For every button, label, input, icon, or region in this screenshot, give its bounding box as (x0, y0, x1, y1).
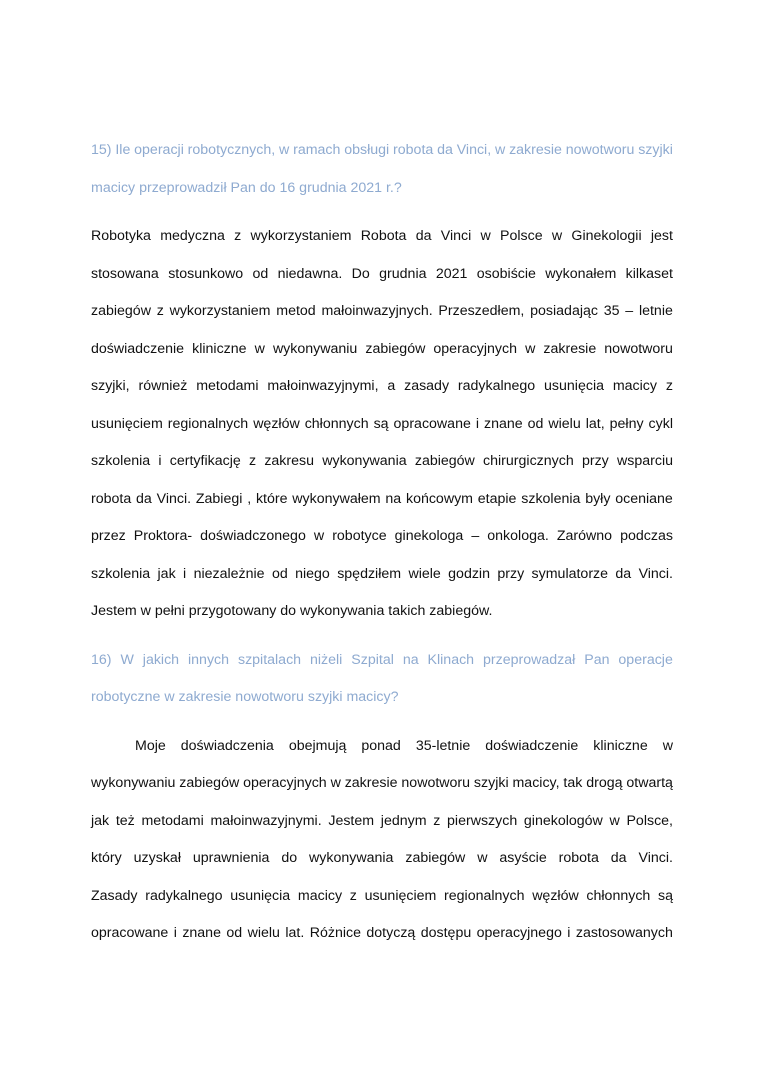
question-15 (91, 132, 673, 207)
question-15-line: macicy przeprowadził Pan do 16 grudnia 2021 r.? (91, 179, 402, 196)
question-16-line: robotyczne w zakresie nowotworu szyjki macicy? (91, 689, 399, 705)
answer-16 (91, 728, 673, 953)
answer-16-line: który uzyskał uprawnienia do wykonywania zabiegów w asyście robota da Vinci. (91, 850, 673, 866)
question-15-line: 15) Ile operacji robotycznych, w ramach obsługi robota da Vinci, w zakresie nowotworu szyjki (91, 142, 673, 158)
answer-15-line: szyjki, również metodami małoinwazyjnymi, a zasady radykalnego usunięcia macicy z (91, 378, 673, 394)
answer-16-line: opracowane i znane od wielu lat. Różnice dotyczą dostępu operacyjnego i zastosowanych (91, 925, 673, 941)
answer-15-line: zabiegów z wykorzystaniem metod małoinwazyjnych. Przeszedłem, posiadając 35 – letnie (91, 303, 673, 319)
answer-16-line: wykonywaniu zabiegów operacyjnych w zakresie nowotworu szyjki macicy, tak drogą otwartą (91, 775, 673, 791)
document-page (91, 132, 673, 953)
answer-15-line: Jestem w pełni przygotowany do wykonywania takich zabiegów. (91, 603, 493, 619)
answer-16-line: Zasady radykalnego usunięcia macicy z usunięciem regionalnych węzłów chłonnych są (91, 887, 673, 904)
answer-15-line: stosowana stosunkowo od niedawna. Do grudnia 2021 osobiście wykonałem kilkaset (91, 265, 673, 282)
answer-15-line: usunięciem regionalnych węzłów chłonnych są opracowane i znane od wielu lat, pełny cykl (91, 415, 673, 432)
question-16-line: 16) W jakich innych szpitalach niżeli Szpital na Klinach przeprowadzał Pan operacje (91, 651, 673, 668)
answer-15-line: szkolenia jak i niezależnie od niego spędziłem wiele godzin przy symulatorze da Vinci. (91, 565, 673, 582)
answer-16-line: Moje doświadczenia obejmują ponad 35-letnie doświadczenie kliniczne w (135, 737, 673, 754)
answer-15-line: szkolenia i certyfikację z zakresu wykonywania zabiegów chirurgicznych przy wsparciu (91, 453, 673, 469)
answer-16-line: jak też metodami małoinwazyjnymi. Jestem jednym z pierwszych ginekologów w Polsce, (91, 812, 673, 829)
answer-15-line: doświadczenie kliniczne w wykonywaniu zabiegów operacyjnych w zakresie nowotworu (91, 340, 673, 357)
question-16 (91, 642, 673, 717)
answer-15-line: robota da Vinci. Zabiegi , które wykonywałem na końcowym etapie szkolenia były oceniane (91, 490, 673, 507)
answer-15-line: przez Proktora- doświadczonego w robotyce ginekologa – onkologa. Zarówno podczas (91, 528, 673, 544)
answer-15-line: Robotyka medyczna z wykorzystaniem Robota da Vinci w Polsce w Ginekologii jest (91, 228, 673, 244)
answer-15 (91, 218, 673, 631)
